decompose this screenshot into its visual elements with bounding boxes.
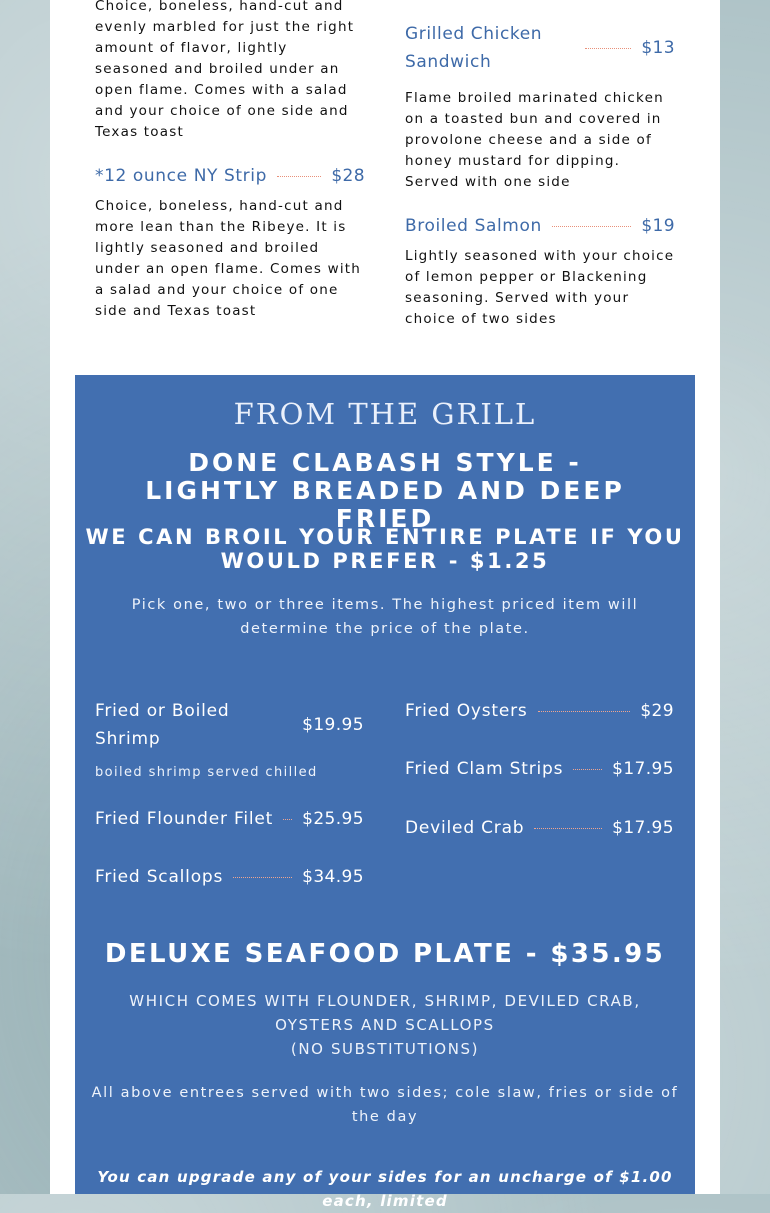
item-price: $19.95: [302, 715, 364, 735]
dotted-leader: [283, 819, 292, 820]
item-description: Choice, boneless, hand-cut and more lean than the Ribeye. It is lightly seasoned and broiled under an open flame. Comes with a salad and your choice of one side and Texas toast: [95, 198, 362, 319]
dotted-leader: [277, 176, 321, 177]
deluxe-plate-title: DELUXE SEAFOOD PLATE - $35.95: [104, 939, 666, 969]
grill-item-oysters: [405, 697, 674, 725]
grill-item-flounder: [95, 805, 364, 833]
dotted-leader: [255, 725, 292, 726]
grill-item-scallops: [95, 863, 364, 891]
broil-note: WE CAN BROIL YOUR ENTIRE PLATE IF YOU WOULD PREFER - $1.25: [85, 525, 685, 573]
grill-item-deviled-crab: [405, 814, 674, 842]
item-price: $25.95: [302, 809, 364, 829]
deluxe-plate-line-3: (NO SUBSTITUTIONS): [290, 1040, 480, 1058]
grill-item-shrimp: [95, 697, 364, 753]
item-header: [405, 20, 675, 76]
section-subtitle: DONE CLABASH STYLE - LIGHTLY BREADED AND DEEP FRIED: [145, 448, 625, 533]
menu-item-grilled-chicken: [405, 20, 675, 193]
deluxe-plate-line-2: OYSTERS AND SCALLOPS: [275, 1016, 495, 1034]
item-name: Fried or Boiled Shrimp: [95, 701, 230, 749]
item-price: $29: [640, 701, 674, 721]
from-the-grill-panel: [75, 375, 695, 1210]
item-price: $17.95: [612, 759, 674, 779]
item-price: $17.95: [612, 818, 674, 838]
deluxe-plate-line-1: WHICH COMES WITH FLOUNDER, SHRIMP, DEVILED CRAB,: [129, 992, 641, 1010]
item-price: $13: [641, 38, 675, 58]
item-price: $19: [641, 216, 675, 236]
item-name: Fried Oysters: [405, 701, 528, 721]
dotted-leader: [573, 769, 602, 770]
menu-item-ny-strip: [95, 162, 365, 322]
dotted-leader: [534, 828, 602, 829]
menu-item-broiled-salmon: [405, 212, 675, 330]
item-header: [95, 162, 365, 190]
dotted-leader: [585, 48, 631, 49]
grill-item-clam-strips: [405, 755, 674, 783]
item-name: Deviled Crab: [405, 818, 525, 838]
upgrade-note: You can upgrade any of your sides for an uncharge of $1.00 each, limited: [97, 1168, 673, 1210]
item-description: Lightly seasoned with your choice of lemon pepper or Blackening seasoning. Served with your choice of two sides: [405, 248, 675, 327]
dotted-leader: [233, 877, 292, 878]
item-name: Fried Flounder Filet: [95, 809, 274, 829]
item-name: Fried Clam Strips: [405, 759, 564, 779]
item-name: Broiled Salmon: [405, 216, 542, 236]
item-description: Choice, boneless, hand-cut and evenly marbled for just the right amount of flavor, lightly seasoned and broiled under an open flame. Comes with a salad and your choice of one side and Texas toast: [95, 0, 355, 140]
item-name: Fried Scallops: [95, 867, 224, 887]
sides-note: All above entrees served with two sides; cole slaw, fries or side of the day: [91, 1085, 679, 1125]
item-header: [405, 212, 675, 240]
item-name: Grilled Chicken Sandwich: [405, 24, 543, 72]
item-note: boiled shrimp served chilled: [95, 765, 318, 780]
item-description: Flame broiled marinated chicken on a toasted bun and covered in provolone cheese and a side of honey mustard for dipping. Served with one side: [405, 90, 664, 190]
item-price: $34.95: [302, 867, 364, 887]
dotted-leader: [538, 711, 631, 712]
menu-item-ribeye: [95, 0, 365, 143]
section-title: FROM THE GRILL: [233, 397, 537, 431]
item-name: *12 ounce NY Strip: [95, 166, 267, 186]
pick-note: Pick one, two or three items. The highest priced item will determine the price of the plate.: [131, 597, 639, 637]
dotted-leader: [552, 226, 631, 227]
item-price: $28: [331, 166, 365, 186]
